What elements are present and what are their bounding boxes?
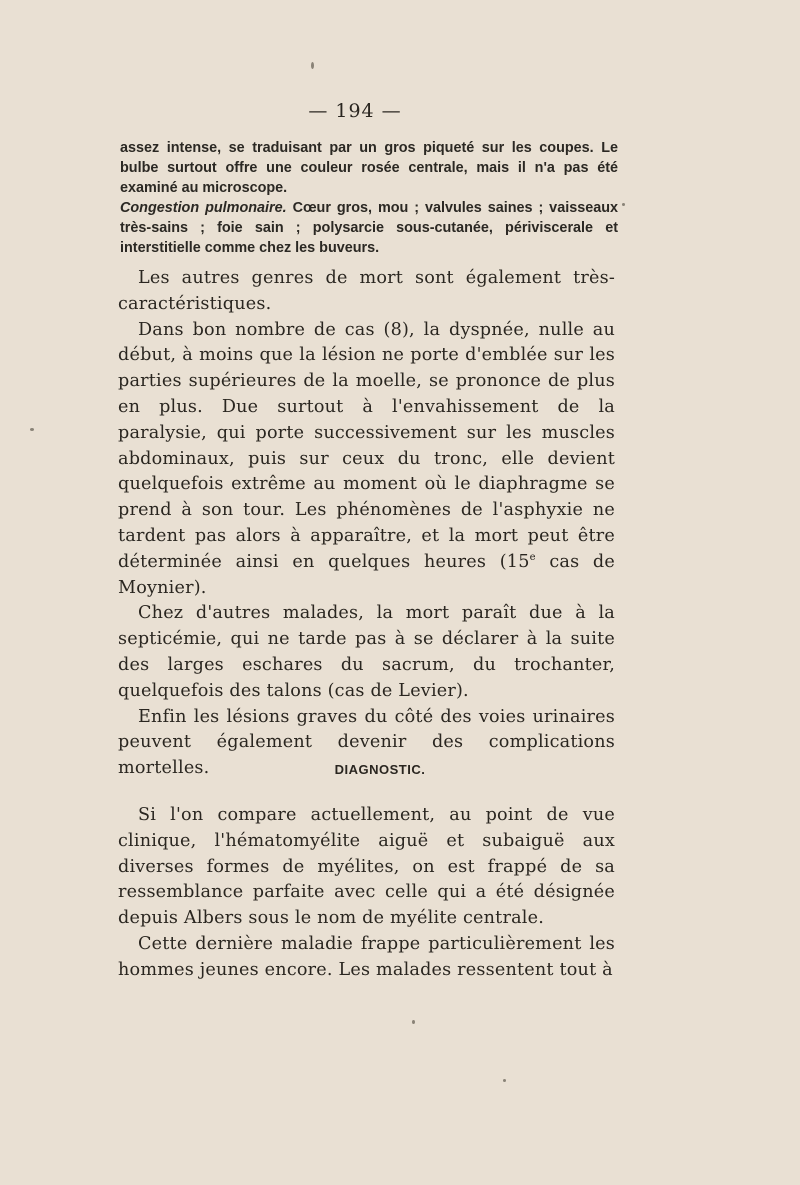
superscript: e [529,551,536,563]
body-paragraph-tail: cas de Moynier). [118,551,615,598]
autopsy-paragraph: assez intense, se traduisant par un gros piqueté sur les coupes. Le bulbe surtout offre une couleur rosée centrale, mais il n'a pas été examiné au microscope. [120,140,618,196]
ink-speck [412,1020,415,1024]
autopsy-label: Congestion pulmonaire. [120,200,287,216]
autopsy-paragraph [120,198,618,258]
body-paragraph [118,318,615,602]
body-paragraph: Enfin les lésions graves du côté des voies urinaires peuvent également devenir des complications mortelles. [118,706,615,779]
body-paragraph: Les autres genres de mort sont également très-caractéristiques. [118,268,615,314]
ink-speck [30,428,34,431]
autopsy-text: Cœur gros, mou ; valvules saines ; vaisseaux très-sains ; foie sain ; polysarcie sous-cutanée, périviscerale et interstitielle comme chez les buveurs. [120,200,618,256]
autopsy-notes [120,138,618,258]
section-heading: DIAGNOSTIC. [334,762,426,777]
page-number: — 194 — [308,100,402,122]
ink-speck [622,203,625,206]
body-paragraph: Cette dernière maladie frappe particulièrement les hommes jeunes encore. Les malades ressentent tout à [118,933,615,980]
body-section-1 [118,266,615,782]
ink-speck [503,1079,506,1082]
body-paragraph: Si l'on compare actuellement, au point de vue clinique, l'hématomyélite aiguë et subaiguë aux diverses formes de myélites, on est frappé de sa ressemblance parfaite avec celle qui a été désignée depuis Albers sous le nom de myélite centrale. [118,805,615,929]
body-paragraph: Chez d'autres malades, la mort paraît due à la septicémie, qui ne tarde pas à se déclarer à la suite des larges eschares du sacrum, du trochanter, quelquefois des talons (cas de Levier). [118,603,615,701]
body-paragraph-text: Dans bon nombre de cas (8), la dyspnée, nulle au début, à moins que la lésion ne porte d'emblée sur les parties supérieures de la moelle, se prononce de plus en plus. Due surtout à l'envahissement de la paralysie, qui porte successivement sur les muscles abdominaux, puis sur ceux du tronc, elle devient quelquefois extrême au moment où le diaphragme se prend à son tour. Les phénomènes de l'asphyxie ne tardent pas alors à apparaître, et la mort peut être déterminée ainsi en quelques heures (15 [118,319,615,572]
body-section-2 [118,803,615,984]
ink-speck [311,62,314,69]
